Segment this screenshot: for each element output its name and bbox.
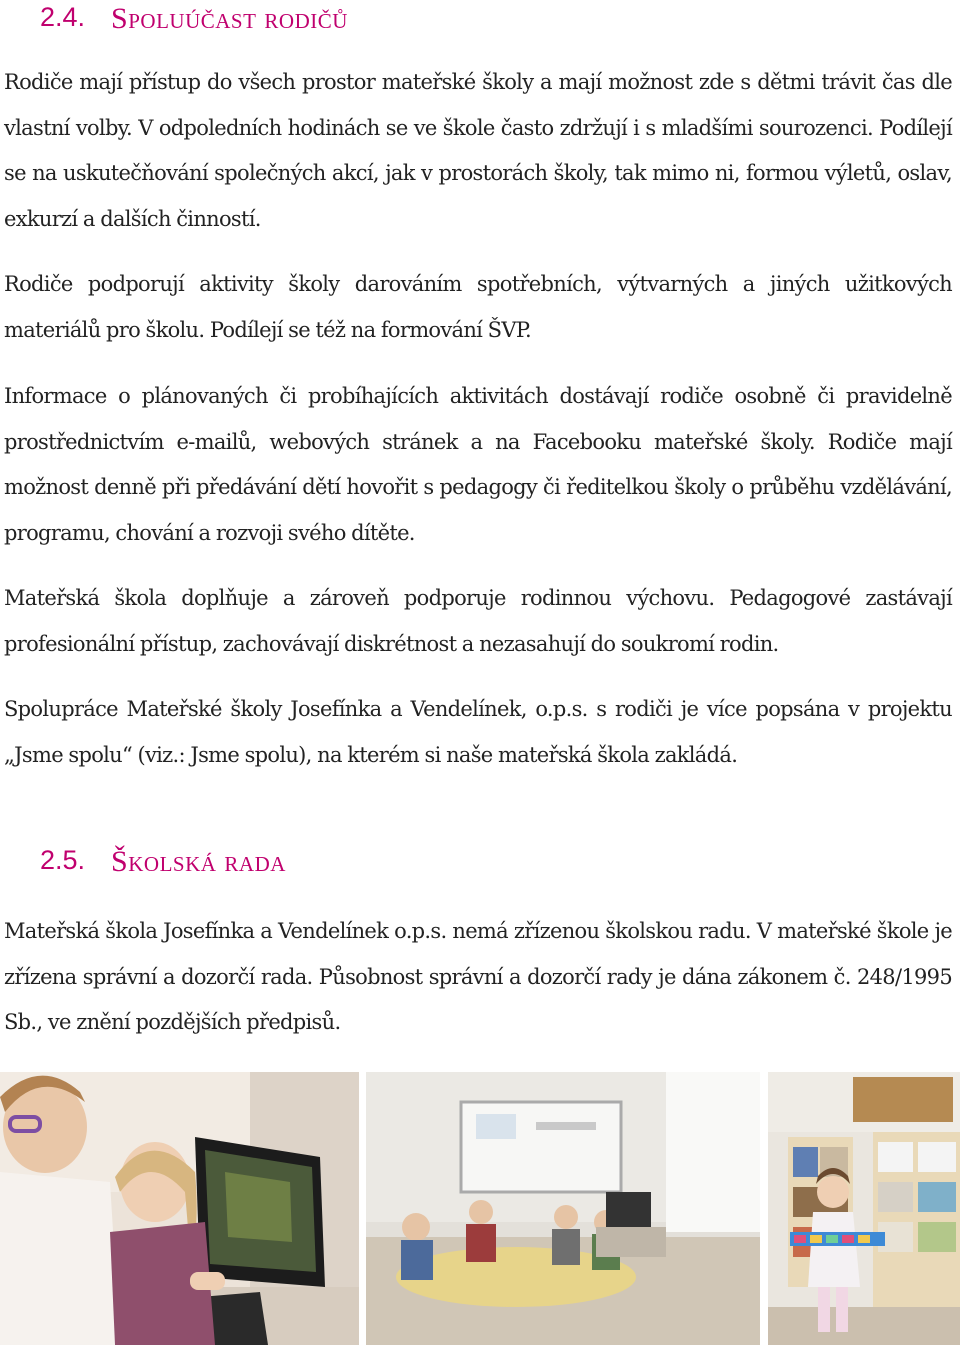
photo-girl-shelves: [768, 1072, 960, 1345]
photo-classroom: [366, 1072, 760, 1345]
photo-children-at-computer-image: [0, 1072, 359, 1345]
photo-children-at-computer: [0, 1072, 359, 1345]
photo-classroom-image: [366, 1072, 760, 1345]
paragraph: Informace o plánovaných či probíhajících aktivitách dostávají rodiče osobně či pravidelně prostřednictvím e-mailů, webových stránek a na Facebooku mateřské školy. Rodiče mají možnost denně při předávání dětí hovořit s pedagogy či ředitelkou školy o průběhu vzdělávání, programu, chování a rozvoji svého dítěte.: [4, 384, 952, 545]
paragraph: Rodiče podporují aktivity školy darováním spotřebních, výtvarných a jiných užitkových materiálů pro školu. Podílejí se též na formování ŠVP.: [4, 272, 952, 342]
paragraph: Spolupráce Mateřské školy Josefínka a Vendelínek, o.p.s. s rodiči je více popsána v projektu „Jsme spolu“ (viz.: Jsme spolu), na kterém si naše mateřská škola zakládá.: [4, 697, 952, 767]
paragraph: Rodiče mají přístup do všech prostor mateřské školy a mají možnost zde s dětmi trávit čas dle vlastní volby. V odpoledních hodinách se ve škole často zdržují i s mladšími sourozenci. Podílejí se na uskutečňování společných akcí, jak v prostorách školy, tak mimo ni, formou výletů, oslav, exkurzí a dalších činností.: [4, 70, 952, 231]
section-title: Spoluúčast rodičů: [111, 2, 348, 35]
section-number: 2.4.: [40, 2, 86, 32]
section-heading-2-5: [40, 845, 286, 879]
paragraph: Mateřská škola Josefínka a Vendelínek o.p.s. nemá zřízenou školskou radu. V mateřské škole je zřízena správní a dozorčí rada. Působnost správní a dozorčí rady je dána zákonem č. 248/1995 Sb., ve znění pozdějších předpisů.: [4, 919, 952, 1034]
section-number: 2.5.: [40, 845, 86, 875]
photo-strip: [0, 1072, 960, 1345]
section-title: Školská rada: [111, 845, 286, 878]
photo-girl-shelves-image: [768, 1072, 960, 1345]
paragraph: Mateřská škola doplňuje a zároveň podporuje rodinnou výchovu. Pedagogové zastávají profesionální přístup, zachovávají diskrétnost a nezasahují do soukromí rodin.: [4, 586, 952, 656]
section-heading-2-4: [40, 2, 348, 36]
